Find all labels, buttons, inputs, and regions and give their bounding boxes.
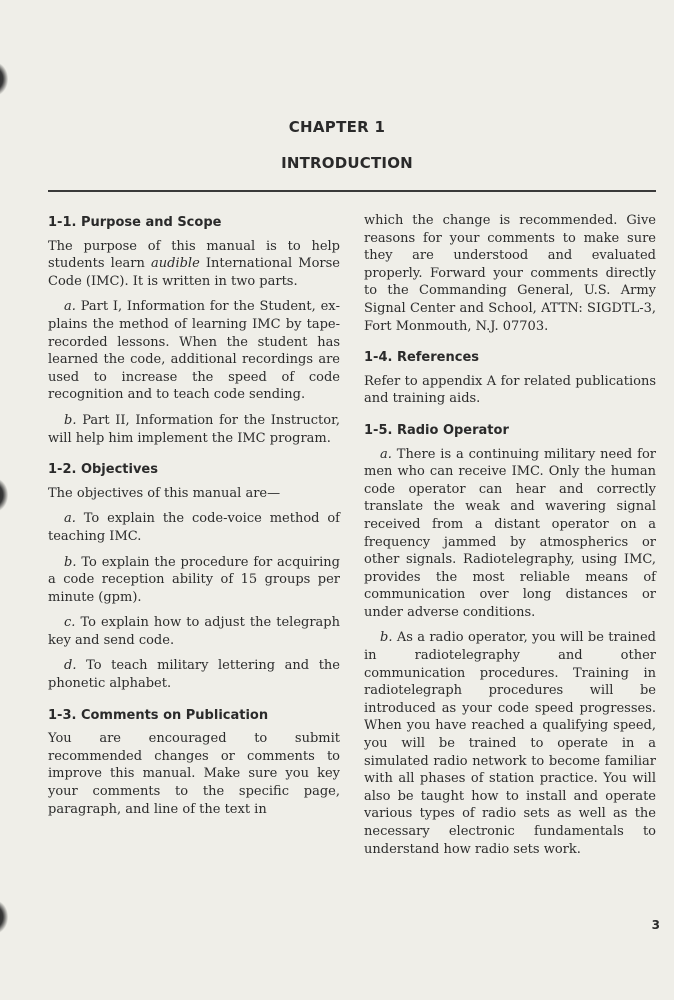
- paragraph: which the change is recommended. Give reasons for your comments to make sure they are understood and evaluated properly. Forward your comments directly to the Commanding General, U.S. Army Signal Center and School, ATTN: SIGDTL-3, Fort Monmouth, N.J. 07703.: [364, 213, 656, 334]
- section-comments-on-publication: [48, 707, 340, 819]
- section-heading: 1-5. Radio Operator: [364, 422, 509, 438]
- subparagraph-b: b. To explain the procedure for acquiring a code reception ability of 15 groups per minute (gpm).: [48, 554, 340, 605]
- subparagraph-a: a. To explain the code-voice method of teaching IMC.: [48, 511, 340, 544]
- section-heading: 1-2. Objectives: [48, 462, 158, 478]
- right-column: [364, 212, 656, 872]
- section-purpose-and-scope: [48, 214, 340, 447]
- binding-hole-middle: [0, 478, 8, 512]
- paragraph: Refer to appendix A for related publications and training aids.: [364, 373, 656, 407]
- section-references: [364, 349, 656, 408]
- section-heading: 1-3. Comments on Publication: [48, 707, 269, 723]
- subparagraph-a: a. Part I, Information for the Student, explains the method of learning IMC by tape-recorded lessons. When the student has learned the code, additional recordings are used to increase the speed of code recognition and to teach code sending.: [48, 299, 340, 403]
- paragraph: The purpose of this manual is to help students learn audible International Morse Code (IMC). It is written in two parts.: [48, 238, 340, 289]
- page-number: 3: [651, 918, 660, 932]
- binding-hole-top: [0, 62, 8, 96]
- header-divider: [48, 190, 656, 192]
- section-heading: 1-4. References: [364, 350, 479, 366]
- subparagraph-b: b. As a radio operator, you will be trained in radiotelegraphy and other communication procedures. Training in radiotelegraph procedures will be introduced as your code speed progresses. When you have reached a qualifying speed, you will be trained to operate in a simulated radio network to become familiar with all phases of station practice. You will also be taught how to install and operate various types of radio sets as well as the necessary electronic fundamentals to understand how radio sets work.: [364, 630, 656, 857]
- chapter-title: INTRODUCTION: [281, 154, 413, 172]
- section-objectives: [48, 461, 340, 693]
- subparagraph-a: a. There is a continuing military need for men who can receive IMC. Only the human code operator can hear and correctly translate the weak and wavering signal received from a distant operator on a frequency jammed by atmospherics or other signals. Radiotelegraphy, using IMC, provides the most reliable means of communication over long distances or under adverse conditions.: [364, 446, 656, 620]
- paragraph: You are encouraged to submit recommended changes or comments to improve this manual. Make sure you key your comments to the specific page, paragraph, and line of the text in: [48, 731, 340, 817]
- section-radio-operator: [364, 422, 656, 858]
- paragraph: The objectives of this manual are—: [48, 485, 281, 501]
- section-comments-continued: [364, 212, 656, 335]
- binding-hole-bottom: [0, 900, 8, 934]
- section-heading: 1-1. Purpose and Scope: [48, 215, 222, 230]
- chapter-label: CHAPTER 1: [288, 118, 386, 136]
- subparagraph-d: d. To teach military lettering and the phonetic alphabet.: [48, 658, 340, 692]
- left-column: [48, 214, 340, 832]
- subparagraph-b: b. Part II, Information for the Instructor, will help him implement the IMC program.: [48, 412, 340, 446]
- subparagraph-c: c. To explain how to adjust the telegraph key and send code.: [48, 615, 340, 648]
